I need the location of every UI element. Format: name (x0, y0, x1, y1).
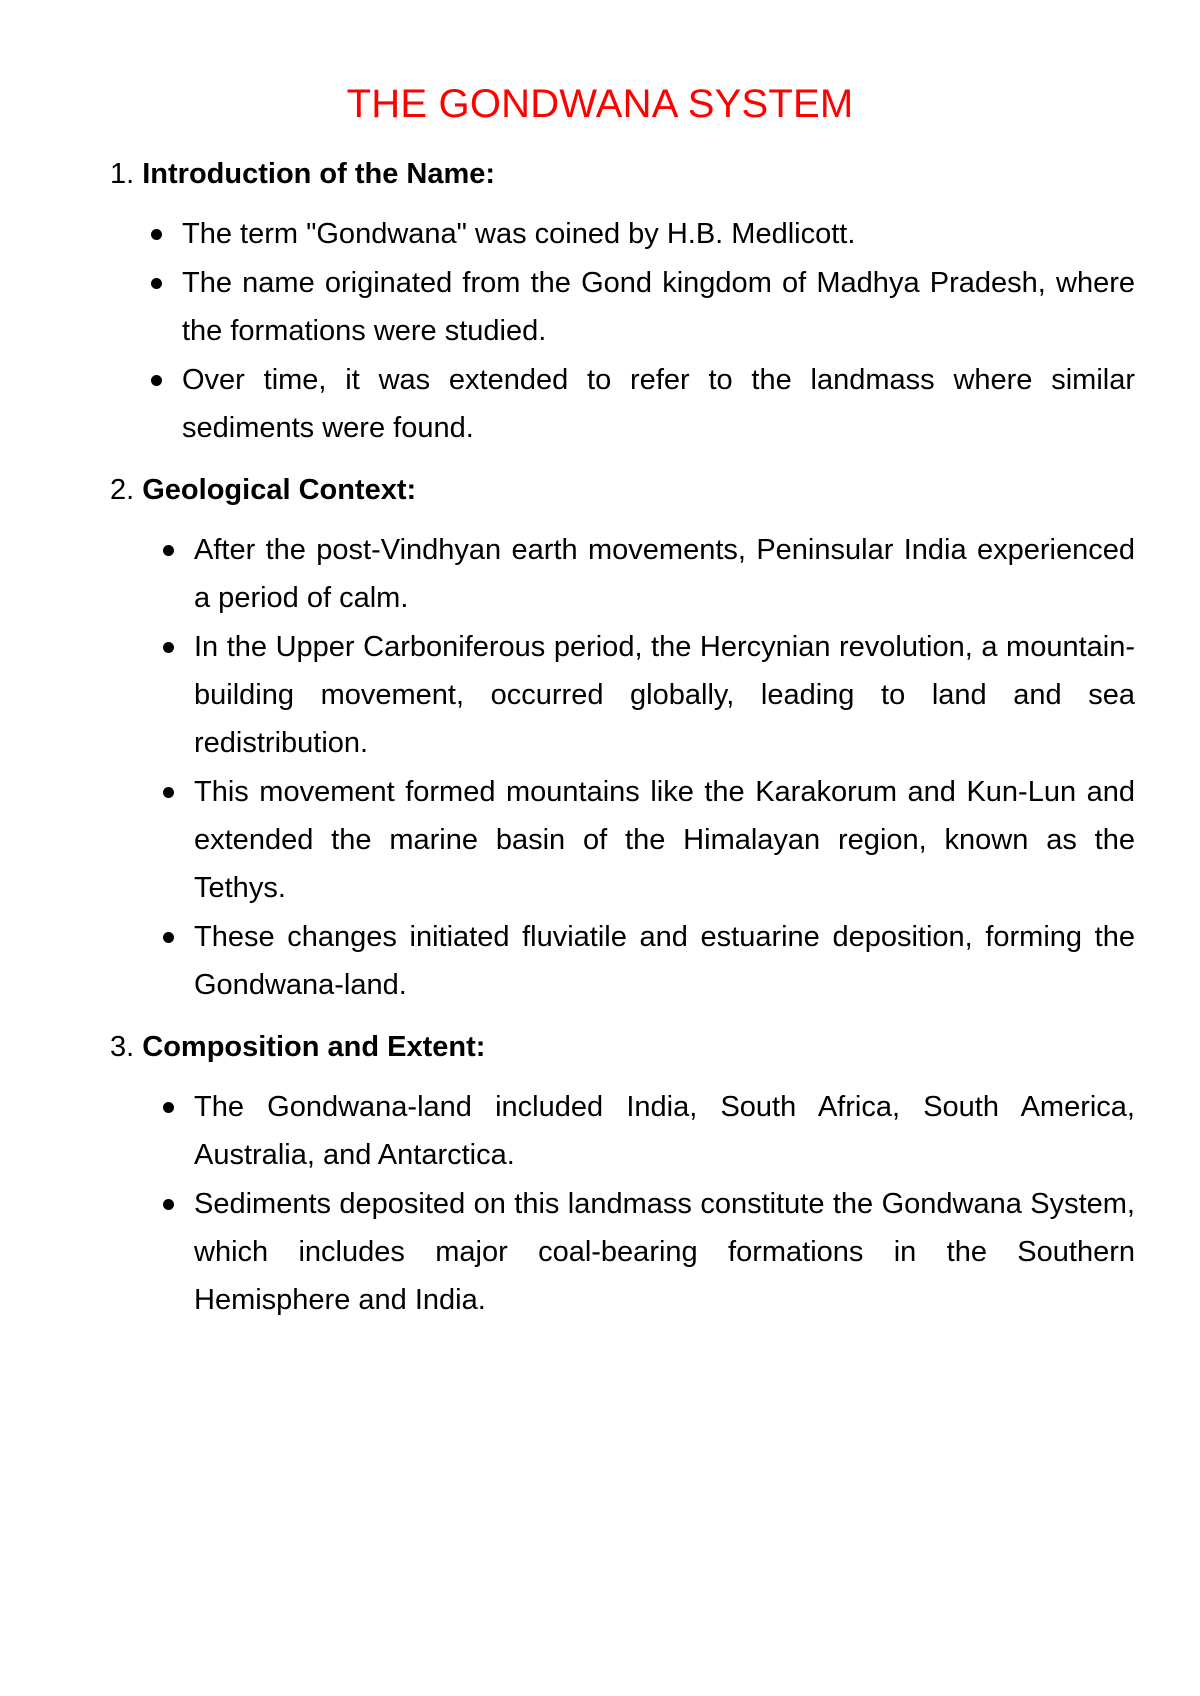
section-geological-context (110, 466, 1135, 1009)
section-composition-extent (110, 1023, 1135, 1324)
document-body (110, 150, 1135, 1338)
list-item: The name originated from the Gond kingdom of Madhya Pradesh, where the formations were studied. (110, 259, 1135, 355)
bullet-list (110, 1083, 1135, 1324)
bullet-list (110, 526, 1135, 1009)
section-heading (110, 466, 1135, 514)
section-heading (110, 1023, 1135, 1071)
document-title: THE GONDWANA SYSTEM (346, 82, 854, 126)
list-item: The Gondwana-land included India, South Africa, South America, Australia, and Antarctica. (110, 1083, 1135, 1179)
list-item: In the Upper Carboniferous period, the Hercynian revolution, a mountain-building movement, occurred globally, leading to land and sea redistribution. (110, 623, 1135, 767)
section-title: Composition and Extent: (142, 1031, 486, 1063)
section-number: 3. (110, 1031, 135, 1063)
section-heading (110, 150, 1135, 198)
list-item: Sediments deposited on this landmass constitute the Gondwana System, which includes major coal-bearing formations in the Southern Hemisphere and India. (110, 1180, 1135, 1324)
list-item: These changes initiated fluviatile and estuarine deposition, forming the Gondwana-land. (110, 913, 1135, 1009)
section-introduction (110, 150, 1135, 452)
section-title: Geological Context: (142, 474, 417, 506)
section-number: 2. (110, 474, 135, 506)
list-item: This movement formed mountains like the Karakorum and Kun-Lun and extended the marine basin of the Himalayan region, known as the Tethys. (110, 768, 1135, 912)
list-item: The term "Gondwana" was coined by H.B. Medlicott. (110, 210, 1135, 258)
section-number: 1. (110, 158, 135, 190)
list-item: Over time, it was extended to refer to the landmass where similar sediments were found. (110, 356, 1135, 452)
bullet-list (110, 210, 1135, 452)
section-title: Introduction of the Name: (142, 158, 496, 190)
list-item: After the post-Vindhyan earth movements, Peninsular India experienced a period of calm. (110, 526, 1135, 622)
